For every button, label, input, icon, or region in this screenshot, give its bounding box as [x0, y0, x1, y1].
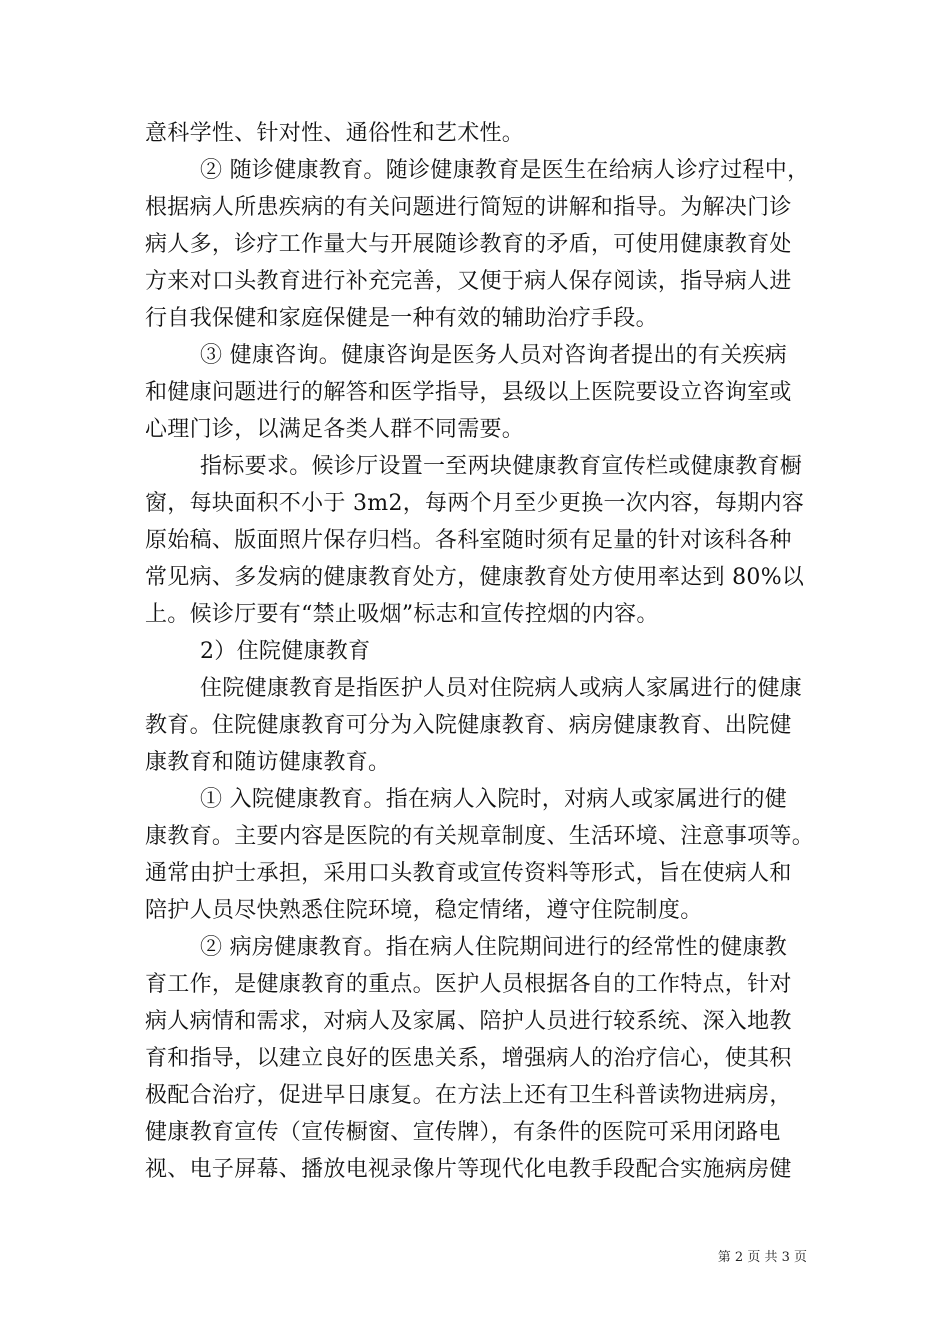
body-text-line: 行自我保健和家庭保健是一种有效的辅助治疗手段。: [145, 306, 658, 331]
body-text-line: 和健康问题进行的解答和医学指导，县级以上医院要设立咨询室或: [145, 380, 792, 405]
page-number-footer: 第 2 页 共 3 页: [717, 1250, 807, 1265]
body-text-line: 通常由护士承担，采用口头教育或宣传资料等形式，旨在使病人和: [145, 861, 792, 886]
body-text-line: 健康教育宣传（宣传橱窗、宣传牌），有条件的医院可采用闭路电: [145, 1120, 781, 1145]
body-text-line: 陪护人员尽快熟悉住院环境，稳定情绪，遵守住院制度。: [145, 898, 703, 923]
body-text-line: ② 随诊健康教育。随诊健康教育是医生在给病人诊疗过程中，: [200, 158, 810, 183]
body-text-line: 育工作，是健康教育的重点。医护人员根据各自的工作特点，针对: [145, 972, 792, 997]
body-text-line: 极配合治疗，促进早日康复。在方法上还有卫生科普读物进病房，: [145, 1083, 792, 1108]
body-text-line: 康教育和随访健康教育。: [145, 750, 391, 775]
body-text-line: 上。候诊厅要有“禁止吸烟”标志和宣传控烟的内容。: [145, 602, 659, 627]
body-text-line: 窗，每块面积不小于 3m2，每两个月至少更换一次内容，每期内容: [145, 491, 805, 516]
body-text-line: 视、电子屏幕、播放电视录像片等现代化电教手段配合实施病房健: [145, 1157, 792, 1182]
body-text-line: 心理门诊，以满足各类人群不同需要。: [145, 417, 525, 442]
body-text-line: 根据病人所患疾病的有关问题进行简短的讲解和指导。为解决门诊: [145, 195, 792, 220]
body-text-line: 方来对口头教育进行补充完善，又便于病人保存阅读，指导病人进: [145, 269, 792, 294]
section-heading: 2）住院健康教育: [200, 639, 371, 664]
body-text-line: 常见病、多发病的健康教育处方，健康教育处方使用率达到 80%以: [145, 565, 805, 590]
body-text-line: 指标要求。候诊厅设置一至两块健康教育宣传栏或健康教育橱: [200, 454, 803, 479]
body-text-line: 育和指导，以建立良好的医患关系，增强病人的治疗信心，使其积: [145, 1046, 792, 1071]
body-text-line: ② 病房健康教育。指在病人住院期间进行的经常性的健康教: [200, 935, 788, 960]
body-text-line: ③ 健康咨询。健康咨询是医务人员对咨询者提出的有关疾病: [200, 343, 788, 368]
body-text-line: ① 入院健康教育。指在病人入院时，对病人或家属进行的健: [200, 787, 788, 812]
body-text-line: 住院健康教育是指医护人员对住院病人或病人家属进行的健康: [200, 676, 803, 701]
body-text-line: 病人多，诊疗工作量大与开展随诊教育的矛盾，可使用健康教育处: [145, 232, 792, 257]
body-text-line: 教育。住院健康教育可分为入院健康教育、病房健康教育、出院健: [145, 713, 792, 738]
body-text-line: 意科学性、针对性、通俗性和艺术性。: [145, 121, 525, 146]
body-text-line: 康教育。主要内容是医院的有关规章制度、生活环境、注意事项等。: [145, 824, 815, 849]
body-text-line: 原始稿、版面照片保存归档。各科室随时须有足量的针对该科各种: [145, 528, 792, 553]
body-text-line: 病人病情和需求，对病人及家属、陪护人员进行较系统、深入地教: [145, 1009, 792, 1034]
